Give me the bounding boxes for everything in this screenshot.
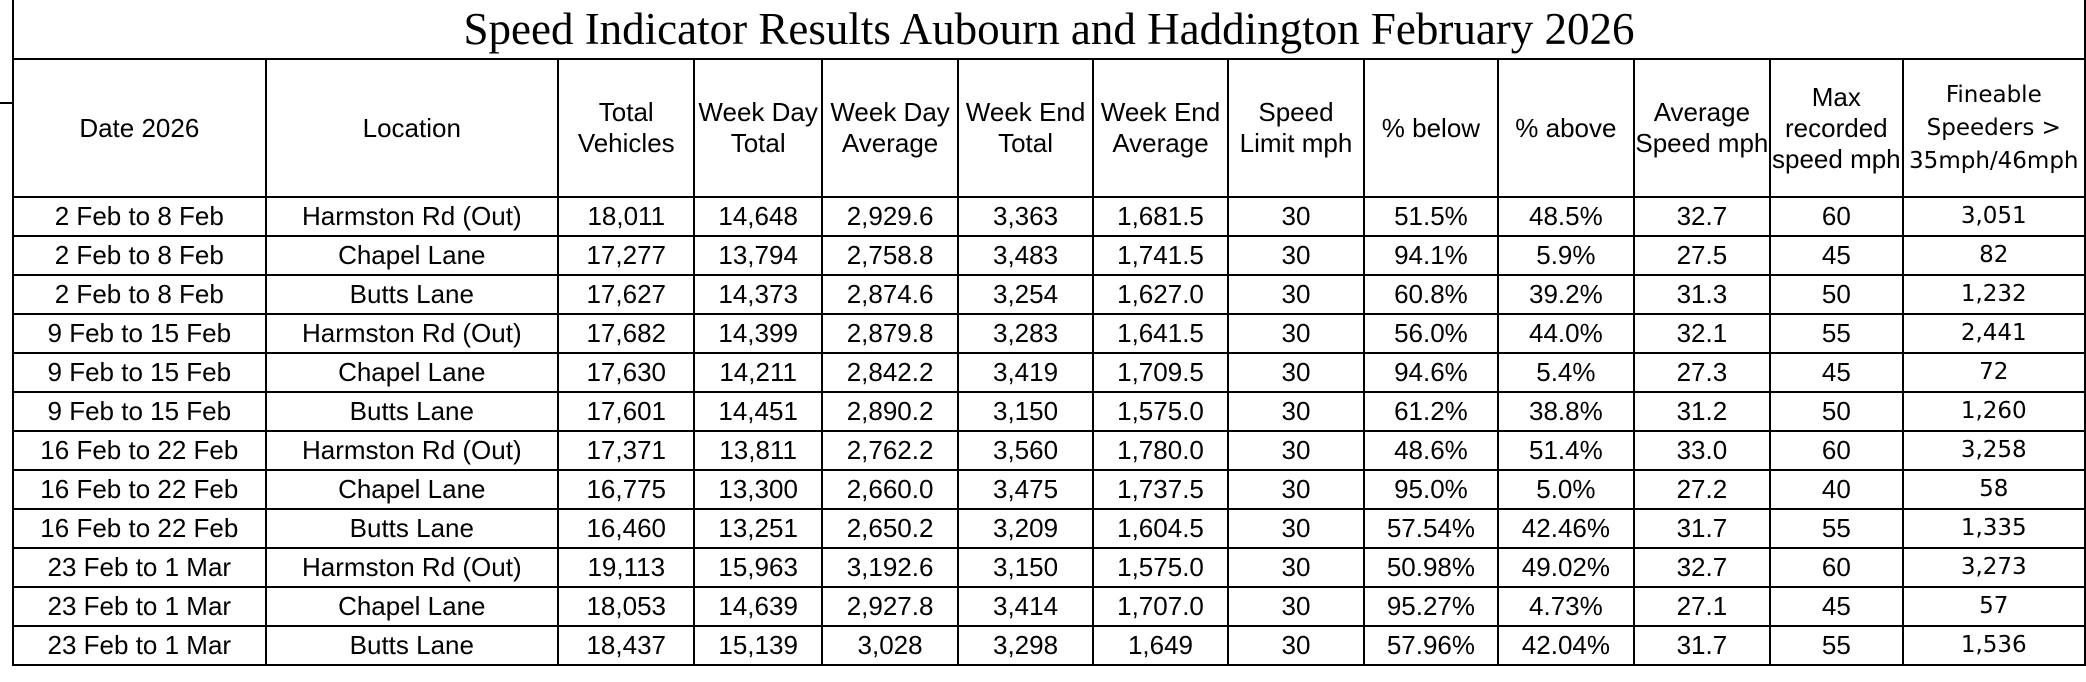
table-row (13, 548, 2085, 587)
cell-week-day-average: 3,192.6 (822, 548, 959, 587)
cell-date: 16 Feb to 22 Feb (13, 509, 266, 548)
cell-percent-above: 48.5% (1498, 197, 1633, 236)
cell-week-end-total: 3,283 (958, 314, 1092, 353)
cell-max-speed: 55 (1770, 626, 1902, 665)
cell-date: 2 Feb to 8 Feb (13, 236, 266, 275)
cell-average-speed: 32.1 (1634, 314, 1771, 353)
cell-fineable-speeders: 1,260 (1903, 392, 2085, 431)
cell-week-end-average: 1,649 (1093, 626, 1228, 665)
cell-week-end-average: 1,780.0 (1093, 431, 1228, 470)
header-average-speed: Average Speed mph (1634, 59, 1771, 197)
cell-week-end-total: 3,150 (958, 548, 1092, 587)
cell-week-day-total: 13,794 (694, 236, 821, 275)
cell-week-end-average: 1,641.5 (1093, 314, 1228, 353)
cell-max-speed: 45 (1770, 236, 1902, 275)
cell-percent-below: 95.0% (1364, 470, 1498, 509)
table-row (13, 470, 2085, 509)
spreadsheet (12, 0, 2086, 666)
cell-max-speed: 50 (1770, 275, 1902, 314)
cell-week-day-average: 3,028 (822, 626, 959, 665)
cell-week-day-average: 2,650.2 (822, 509, 959, 548)
cell-date: 9 Feb to 15 Feb (13, 314, 266, 353)
cell-week-day-average: 2,927.8 (822, 587, 959, 626)
cell-week-end-total: 3,298 (958, 626, 1092, 665)
cell-max-speed: 60 (1770, 431, 1902, 470)
cell-week-end-average: 1,741.5 (1093, 236, 1228, 275)
cell-week-day-average: 2,874.6 (822, 275, 959, 314)
table-row (13, 431, 2085, 470)
cell-location: Harmston Rd (Out) (266, 431, 558, 470)
cell-week-end-average: 1,575.0 (1093, 392, 1228, 431)
cell-week-end-total: 3,560 (958, 431, 1092, 470)
cell-week-day-average: 2,660.0 (822, 470, 959, 509)
cell-percent-below: 57.96% (1364, 626, 1498, 665)
cell-total-vehicles: 18,011 (558, 197, 695, 236)
table-row (13, 509, 2085, 548)
cell-week-day-total: 14,399 (694, 314, 821, 353)
cell-speed-limit: 30 (1228, 197, 1363, 236)
cell-percent-above: 5.4% (1498, 353, 1633, 392)
cell-week-end-total: 3,363 (958, 197, 1092, 236)
cell-max-speed: 45 (1770, 353, 1902, 392)
header-week-end-total: Week End Total (958, 59, 1092, 197)
cell-speed-limit: 30 (1228, 314, 1363, 353)
table-row (13, 275, 2085, 314)
cell-total-vehicles: 18,437 (558, 626, 695, 665)
cell-max-speed: 50 (1770, 392, 1902, 431)
header-location: Location (266, 59, 558, 197)
table-row (13, 236, 2085, 275)
cell-percent-above: 44.0% (1498, 314, 1633, 353)
cell-average-speed: 31.3 (1634, 275, 1771, 314)
cell-location: Butts Lane (266, 392, 558, 431)
header-percent-below: % below (1364, 59, 1498, 197)
cell-percent-below: 94.6% (1364, 353, 1498, 392)
cell-location: Chapel Lane (266, 236, 558, 275)
header-week-day-average: Week Day Average (822, 59, 959, 197)
cell-location: Harmston Rd (Out) (266, 314, 558, 353)
cell-week-end-average: 1,575.0 (1093, 548, 1228, 587)
speed-results-table (12, 0, 2086, 666)
cell-week-end-total: 3,209 (958, 509, 1092, 548)
cell-speed-limit: 30 (1228, 236, 1363, 275)
cell-location: Harmston Rd (Out) (266, 548, 558, 587)
cell-week-end-total: 3,483 (958, 236, 1092, 275)
cell-fineable-speeders: 3,258 (1903, 431, 2085, 470)
cell-total-vehicles: 17,627 (558, 275, 695, 314)
header-speed-limit: Speed Limit mph (1228, 59, 1363, 197)
cell-week-day-total: 15,139 (694, 626, 821, 665)
cell-week-day-average: 2,879.8 (822, 314, 959, 353)
cell-average-speed: 27.5 (1634, 236, 1771, 275)
cell-max-speed: 55 (1770, 509, 1902, 548)
cell-fineable-speeders: 82 (1903, 236, 2085, 275)
table-row (13, 197, 2085, 236)
cell-week-end-total: 3,414 (958, 587, 1092, 626)
cell-week-day-total: 13,251 (694, 509, 821, 548)
cell-average-speed: 32.7 (1634, 197, 1771, 236)
cell-fineable-speeders: 1,232 (1903, 275, 2085, 314)
cell-total-vehicles: 17,277 (558, 236, 695, 275)
cell-percent-below: 60.8% (1364, 275, 1498, 314)
cell-week-day-average: 2,762.2 (822, 431, 959, 470)
cell-week-end-average: 1,737.5 (1093, 470, 1228, 509)
cell-location: Butts Lane (266, 275, 558, 314)
cell-percent-below: 94.1% (1364, 236, 1498, 275)
sheet-edge-tick (0, 102, 12, 104)
cell-percent-above: 5.0% (1498, 470, 1633, 509)
cell-location: Chapel Lane (266, 353, 558, 392)
cell-week-day-total: 14,373 (694, 275, 821, 314)
cell-date: 23 Feb to 1 Mar (13, 626, 266, 665)
header-row (13, 59, 2085, 197)
cell-speed-limit: 30 (1228, 431, 1363, 470)
table-row (13, 587, 2085, 626)
cell-percent-below: 56.0% (1364, 314, 1498, 353)
cell-week-end-average: 1,604.5 (1093, 509, 1228, 548)
cell-week-day-average: 2,758.8 (822, 236, 959, 275)
cell-date: 16 Feb to 22 Feb (13, 470, 266, 509)
cell-percent-above: 39.2% (1498, 275, 1633, 314)
cell-week-end-total: 3,150 (958, 392, 1092, 431)
cell-average-speed: 31.7 (1634, 509, 1771, 548)
cell-date: 9 Feb to 15 Feb (13, 353, 266, 392)
cell-week-end-average: 1,707.0 (1093, 587, 1228, 626)
cell-fineable-speeders: 2,441 (1903, 314, 2085, 353)
cell-date: 2 Feb to 8 Feb (13, 197, 266, 236)
cell-percent-below: 50.98% (1364, 548, 1498, 587)
cell-max-speed: 60 (1770, 548, 1902, 587)
header-fineable-speeders: Fineable Speeders > 35mph/46mph (1903, 59, 2085, 197)
cell-average-speed: 32.7 (1634, 548, 1771, 587)
cell-total-vehicles: 17,682 (558, 314, 695, 353)
cell-week-end-total: 3,254 (958, 275, 1092, 314)
cell-location: Chapel Lane (266, 470, 558, 509)
table-row (13, 392, 2085, 431)
table-row (13, 626, 2085, 665)
cell-location: Harmston Rd (Out) (266, 197, 558, 236)
cell-location: Butts Lane (266, 509, 558, 548)
cell-speed-limit: 30 (1228, 392, 1363, 431)
cell-percent-below: 95.27% (1364, 587, 1498, 626)
cell-max-speed: 40 (1770, 470, 1902, 509)
cell-percent-above: 42.04% (1498, 626, 1633, 665)
cell-speed-limit: 30 (1228, 548, 1363, 587)
cell-average-speed: 27.2 (1634, 470, 1771, 509)
cell-total-vehicles: 16,460 (558, 509, 695, 548)
header-total-vehicles: Total Vehicles (558, 59, 695, 197)
cell-percent-above: 51.4% (1498, 431, 1633, 470)
cell-fineable-speeders: 1,335 (1903, 509, 2085, 548)
header-week-day-total: Week Day Total (694, 59, 821, 197)
cell-date: 9 Feb to 15 Feb (13, 392, 266, 431)
cell-date: 2 Feb to 8 Feb (13, 275, 266, 314)
cell-average-speed: 27.3 (1634, 353, 1771, 392)
cell-percent-above: 49.02% (1498, 548, 1633, 587)
cell-average-speed: 33.0 (1634, 431, 1771, 470)
cell-fineable-speeders: 72 (1903, 353, 2085, 392)
cell-average-speed: 27.1 (1634, 587, 1771, 626)
cell-week-end-average: 1,709.5 (1093, 353, 1228, 392)
header-date: Date 2026 (13, 59, 266, 197)
cell-week-end-average: 1,681.5 (1093, 197, 1228, 236)
cell-week-day-total: 14,211 (694, 353, 821, 392)
cell-percent-above: 38.8% (1498, 392, 1633, 431)
cell-speed-limit: 30 (1228, 587, 1363, 626)
cell-location: Butts Lane (266, 626, 558, 665)
table-body (13, 197, 2085, 665)
table-row (13, 353, 2085, 392)
cell-percent-above: 5.9% (1498, 236, 1633, 275)
cell-fineable-speeders: 58 (1903, 470, 2085, 509)
header-week-end-average: Week End Average (1093, 59, 1228, 197)
cell-week-end-total: 3,419 (958, 353, 1092, 392)
cell-fineable-speeders: 3,273 (1903, 548, 2085, 587)
cell-fineable-speeders: 3,051 (1903, 197, 2085, 236)
cell-week-day-average: 2,929.6 (822, 197, 959, 236)
cell-total-vehicles: 17,371 (558, 431, 695, 470)
cell-total-vehicles: 17,630 (558, 353, 695, 392)
cell-week-day-total: 14,639 (694, 587, 821, 626)
cell-speed-limit: 30 (1228, 353, 1363, 392)
cell-location: Chapel Lane (266, 587, 558, 626)
cell-week-day-total: 13,300 (694, 470, 821, 509)
cell-total-vehicles: 16,775 (558, 470, 695, 509)
cell-week-day-total: 14,648 (694, 197, 821, 236)
cell-week-day-average: 2,842.2 (822, 353, 959, 392)
cell-week-day-average: 2,890.2 (822, 392, 959, 431)
cell-total-vehicles: 19,113 (558, 548, 695, 587)
cell-speed-limit: 30 (1228, 470, 1363, 509)
cell-fineable-speeders: 1,536 (1903, 626, 2085, 665)
header-percent-above: % above (1498, 59, 1633, 197)
cell-date: 23 Feb to 1 Mar (13, 587, 266, 626)
cell-max-speed: 45 (1770, 587, 1902, 626)
cell-week-day-total: 15,963 (694, 548, 821, 587)
cell-total-vehicles: 18,053 (558, 587, 695, 626)
cell-percent-below: 48.6% (1364, 431, 1498, 470)
cell-percent-above: 4.73% (1498, 587, 1633, 626)
cell-total-vehicles: 17,601 (558, 392, 695, 431)
cell-percent-below: 51.5% (1364, 197, 1498, 236)
cell-percent-below: 61.2% (1364, 392, 1498, 431)
cell-average-speed: 31.7 (1634, 626, 1771, 665)
cell-date: 23 Feb to 1 Mar (13, 548, 266, 587)
cell-speed-limit: 30 (1228, 626, 1363, 665)
table-title: Speed Indicator Results Aubourn and Haddington February 2026 (13, 0, 2085, 59)
cell-speed-limit: 30 (1228, 509, 1363, 548)
cell-max-speed: 60 (1770, 197, 1902, 236)
table-row (13, 314, 2085, 353)
cell-fineable-speeders: 57 (1903, 587, 2085, 626)
cell-week-end-total: 3,475 (958, 470, 1092, 509)
cell-week-end-average: 1,627.0 (1093, 275, 1228, 314)
cell-week-day-total: 14,451 (694, 392, 821, 431)
cell-percent-below: 57.54% (1364, 509, 1498, 548)
cell-date: 16 Feb to 22 Feb (13, 431, 266, 470)
cell-max-speed: 55 (1770, 314, 1902, 353)
cell-average-speed: 31.2 (1634, 392, 1771, 431)
header-max-speed: Max recorded speed mph (1770, 59, 1902, 197)
cell-percent-above: 42.46% (1498, 509, 1633, 548)
cell-week-day-total: 13,811 (694, 431, 821, 470)
cell-speed-limit: 30 (1228, 275, 1363, 314)
